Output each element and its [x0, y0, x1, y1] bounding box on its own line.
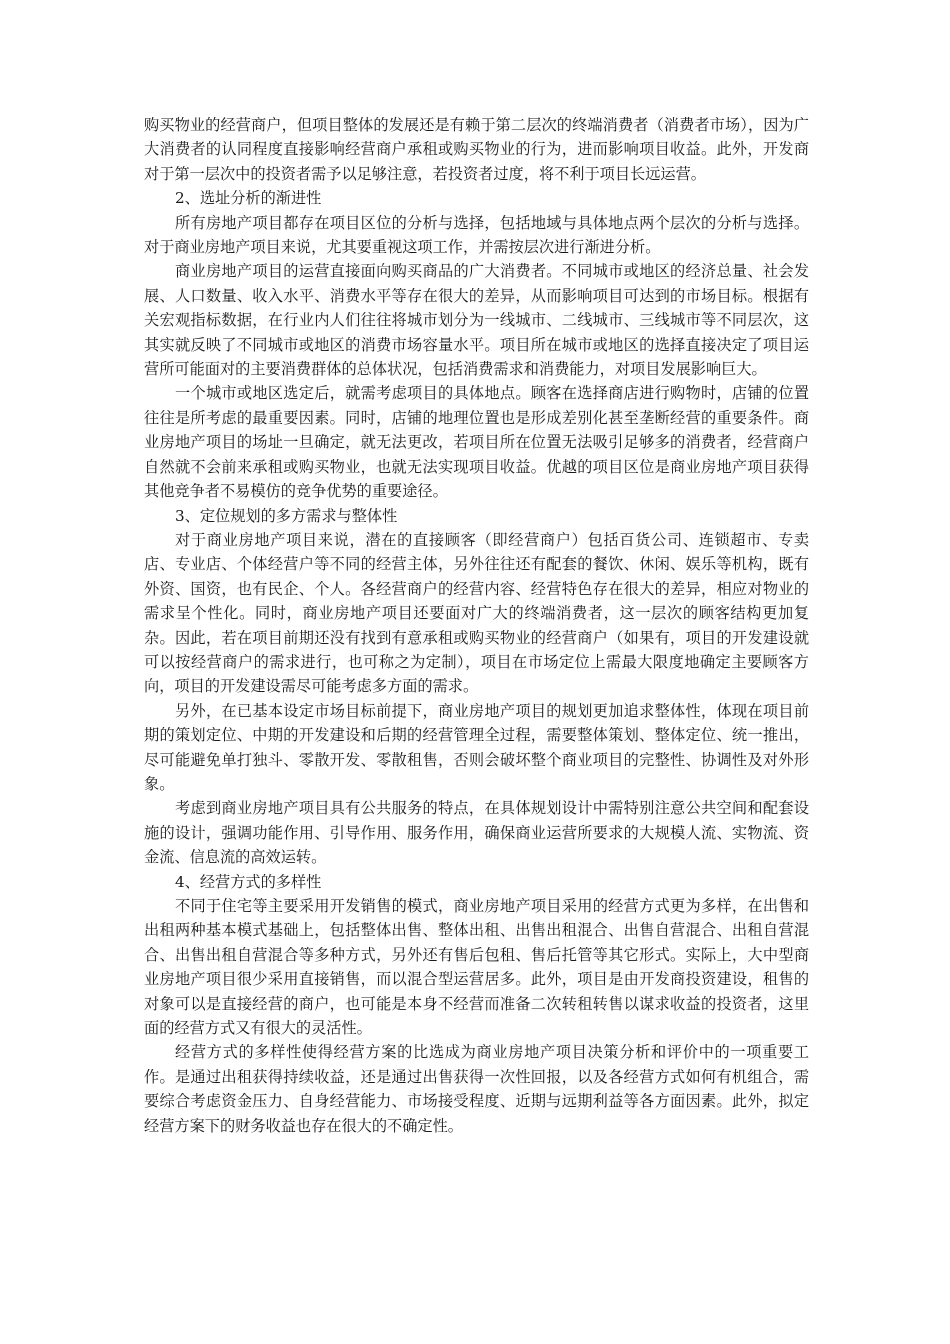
- document-page: [144, 113, 809, 1138]
- paragraph: 经营方式的多样性使得经营方案的比选成为商业房地产项目决策分析和评价中的一项重要工作。是通过出租获得持续收益，还是通过出售获得一次性回报，以及各经营方式如何有机组合，需要综合考虑资金压力、自身经营能力、市场接受程度、近期与远期利益等各方面因素。此外，拟定经营方案下的财务收益也存在很大的不确定性。: [144, 1043, 809, 1135]
- section-heading-positioning: 3、定位规划的多方需求与整体性: [175, 506, 398, 525]
- paragraph: 不同于住宅等主要采用开发销售的模式，商业房地产项目采用的经营方式更为多样，在出售和出租两种基本模式基础上，包括整体出售、整体出租、出售出租混合、出售自营混合、出租自营混合、出售出租自营混合等多种方式，另外还有售后包租、售后托管等其它形式。实际上，大中型商业房地产项目很少采用直接销售，而以混合型运营居多。此外，项目是由开发商投资建设，租售的对象可以是直接经营的商户，也可能是本身不经营而准备二次转租转售以谋求收益的投资者，这里面的经营方式又有很大的灵活性。: [144, 897, 809, 1038]
- paragraph: 另外，在已基本设定市场目标前提下，商业房地产项目的规划更加追求整体性，体现在项目前期的策划定位、中期的开发建设和后期的经营管理全过程，需要整体策划、整体定位、统一推出，尽可能避免单打独斗、零散开发、零散租售，否则会破坏整个商业项目的完整性、协调性及对外形象。: [144, 701, 809, 793]
- paragraph: 对于商业房地产项目来说，潜在的直接顾客（即经营商户）包括百货公司、连锁超市、专卖店、专业店、个体经营户等不同的经营主体，另外往往还有配套的餐饮、休闲、娱乐等机构，既有外资、国资，也有民企、个人。各经营商户的经营内容、经营特色存在很大的差异，相应对物业的需求呈个性化。同时，商业房地产项目还要面对广大的终端消费者，这一层次的顾客结构更加复杂。因此，若在项目前期还没有找到有意承租或购买物业的经营商户（如果有，项目的开发建设就可以按经营商户的需求进行，也可称之为定制），项目在市场定位上需最大限度地确定主要顾客方向，项目的开发建设需尽可能考虑多方面的需求。: [144, 530, 809, 696]
- paragraph: 一个城市或地区选定后，就需考虑项目的具体地点。顾客在选择商店进行购物时，店铺的位置往往是所考虑的最重要因素。同时，店铺的地理位置也是形成差别化甚至垄断经营的重要条件。商业房地产项目的场址一旦确定，就无法更改，若项目所在位置无法吸引足够多的消费者，经营商户自然就不会前来承租或购买物业，也就无法实现项目收益。优越的项目区位是商业房地产项目获得其他竞争者不易模仿的竞争优势的重要途径。: [144, 384, 809, 501]
- section-heading-operation-modes: 4、经营方式的多样性: [175, 872, 322, 891]
- paragraph: 商业房地产项目的运营直接面向购买商品的广大消费者。不同城市或地区的经济总量、社会发展、人口数量、收入水平、消费水平等存在很大的差异，从而影响项目可达到的市场目标。根据有关宏观指标数据，在行业内人们往往将城市划分为一线城市、二线城市、三线城市等不同层次，这其实就反映了不同城市或地区的消费市场容量水平。项目所在城市或地区的选择直接决定了项目运营所可能面对的主要消费群体的总体状况，包括消费需求和消费能力，对项目发展影响巨大。: [144, 262, 809, 379]
- paragraph-continued: 购买物业的经营商户，但项目整体的发展还是有赖于第二层次的终端消费者（消费者市场），因为广大消费者的认同程度直接影响经营商户承租或购买物业的行为，进而影响项目收益。此外，开发商对于第一层次中的投资者需予以足够注意，若投资者过度，将不利于项目长远运营。: [144, 116, 809, 183]
- section-heading-site-selection: 2、选址分析的渐进性: [175, 189, 322, 208]
- paragraph: 考虑到商业房地产项目具有公共服务的特点，在具体规划设计中需特别注意公共空间和配套设施的设计，强调功能作用、引导作用、服务作用，确保商业运营所要求的大规模人流、实物流、资金流、信息流的高效运转。: [144, 799, 809, 867]
- paragraph: 所有房地产项目都存在项目区位的分析与选择，包括地域与具体地点两个层次的分析与选择。对于商业房地产项目来说，尤其要重视这项工作，并需按层次进行渐进分析。: [144, 213, 809, 257]
